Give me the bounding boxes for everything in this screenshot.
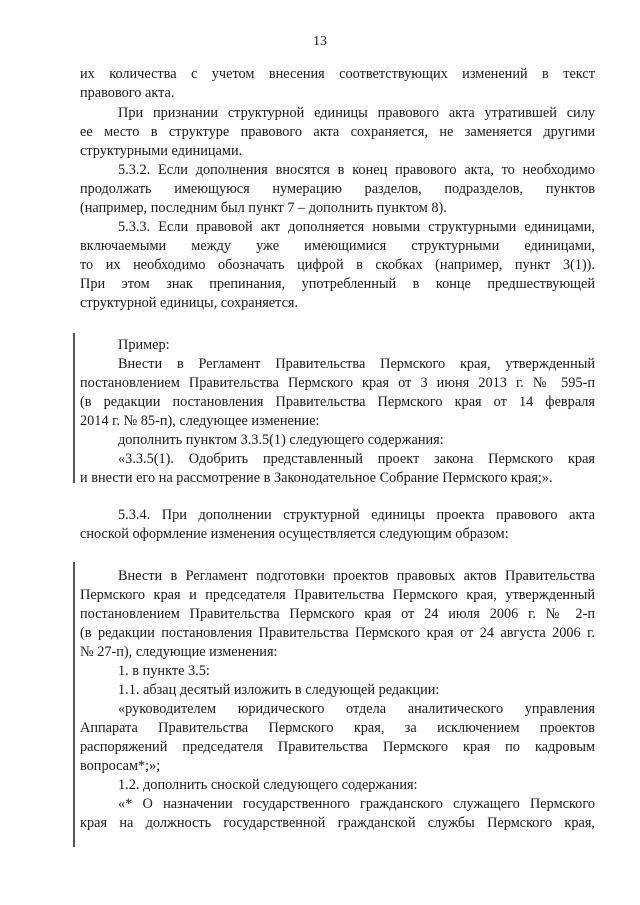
text-line: вопросам*;»; [80,758,161,774]
text-line: дополнить пунктом 3.3.5(1) следующего содержания: [118,432,444,448]
text-line: постановлением Правительства Пермского края от 24 июля 2006 г. № 2-п [80,606,595,622]
text-line: края на должность государственной гражданской службы Пермского края, [80,815,595,831]
text-line: Внести в Регламент Правительства Пермского края, утвержденный [118,356,595,372]
text-line: Пермского края и председателя Правительства Пермского края, утвержденный [80,587,595,603]
text-line: включаемыми между уже имеющимися структурными единицами, [80,238,595,254]
text-line: сноской оформление изменения осуществляется следующим образом: [80,526,509,542]
text-line: их количества с учетом внесения соответствующих изменений в текст [80,66,595,82]
text-line: распоряжений председателя Правительства Пермского края по кадровым [80,739,595,755]
text-line: (в редакции постановления Правительства Пермского края от 14 февраля [80,394,595,410]
text-line: «3.3.5(1). Одобрить представленный проект закона Пермского края [118,451,595,467]
text-line: Пример: [118,337,170,353]
text-line: (в редакции постановления Правительства Пермского края от 24 августа 2006 г. [80,625,595,641]
page-number: 13 [313,34,327,49]
text-line: структурной единицы, сохраняется. [80,295,299,311]
text-line: 5.3.4. При дополнении структурной единицы проекта правового акта [118,507,595,523]
text-line: При признании структурной единицы правового акта утратившей силу [118,105,595,121]
text-line: 2014 г. № 85-п), следующее изменение: [80,413,320,429]
text-line: 5.3.2. Если дополнения вносятся в конец правового акта, то необходимо [118,162,595,178]
text-line: то их необходимо обозначать цифрой в скобках (например, пункт 3(1)). [80,257,595,273]
text-line: 1.2. дополнить сноской следующего содержания: [118,777,418,793]
text-line: продолжать имеющуюся нумерацию разделов, подразделов, пунктов [80,181,595,197]
text-line: ее место в структуре правового акта сохраняется, не заменяется другими [80,124,595,140]
text-line: правового акта. [80,85,175,101]
text-line: и внести его на рассмотрение в Законодательное Собрание Пермского края;». [80,470,553,486]
text-line: постановлением Правительства Пермского края от 3 июня 2013 г. № 595-п [80,375,595,391]
text-line: При этом знак препинания, употребленный в конце предшествующей [80,276,595,292]
text-line: Аппарата Правительства Пермского края, за исключением проектов [80,720,595,736]
example-margin-bar [73,562,75,847]
text-line: 1.1. абзац десятый изложить в следующей редакции: [118,682,440,698]
text-line: 1. в пункте 3.5: [118,663,210,679]
example-margin-bar [73,333,75,483]
text-line: Внести в Регламент подготовки проектов правовых актов Правительства [118,568,595,584]
text-line: (например, последним был пункт 7 – дополнить пунктом 8). [80,200,447,216]
text-line: № 27-п), следующие изменения: [80,644,278,660]
text-line: 5.3.3. Если правовой акт дополняется новыми структурными единицами, [118,219,595,235]
text-line: «* О назначении государственного гражданского служащего Пермского [118,796,595,812]
text-line: «руководителем юридического отдела аналитического управления [118,701,595,717]
text-line: структурными единицами. [80,143,243,159]
